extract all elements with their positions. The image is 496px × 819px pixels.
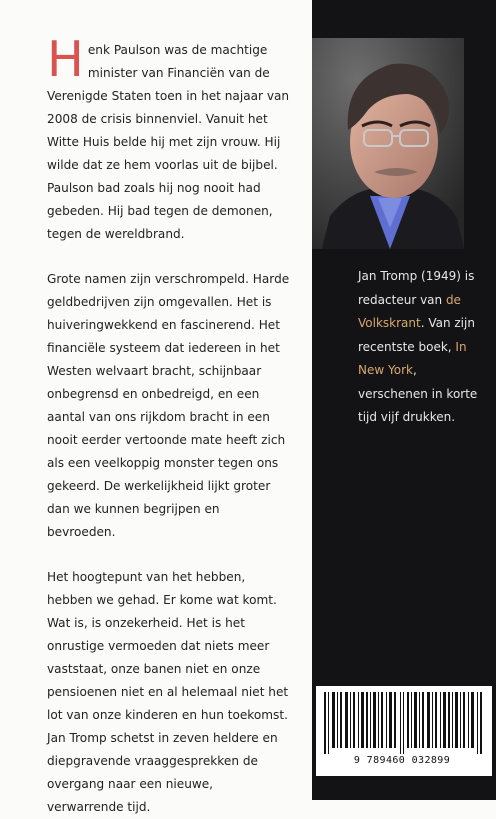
bio-text-1: Jan Tromp (1949) is redacteur van (358, 269, 475, 307)
author-photo (312, 38, 464, 249)
drop-cap: H (47, 31, 84, 88)
barcode (316, 686, 492, 776)
bio-text-2: . Van zijn recentste boek, (358, 316, 475, 354)
blurb-paragraph-2: Grote namen zijn verschrompeld. Harde geldbedrijven zijn omgevallen. Het is huiveringwekkend en fascinerend. Het financiële systeem dat iedereen in het Westen welvaart bracht, schijnbaar onbegrensd en onbedreigd, en een aantal van ons rijkdom bracht in een nooit eerder vertoonde mate heeft zich als een veelkoppig monster tegen ons gekeerd. De werkelijkheid lijkt groter dan we kunnen begrijpen en bevroeden. (47, 272, 290, 539)
blurb-paragraph-3: Het hoogtepunt van het hebben, hebben we gehad. Er kome wat komt. Wat is, is onzekerheid. Het is het onrustige vermoeden dat niets meer vaststaat, onze banen niet en onze pensioenen niet en al helemaal niet het lot van onze kinderen en hun toekomst. Jan Tromp schetst in zeven heldere en diepgravende vraaggesprekken de overgang naar een nieuwe, verwarrende tijd. (47, 570, 289, 814)
bio-book-title: In New York (358, 339, 467, 377)
blurb-paragraph-1 (47, 31, 291, 246)
barcode-bars (322, 692, 486, 754)
barcode-number: 9 789460 032899 (353, 755, 451, 766)
blurb-paragraph-1-text: enk Paulson was de machtige minister van Financiën van de Verenigde Staten toen in het najaar van 2008 de crisis binnenviel. Vanuit het Witte Huis belde hij met zijn vrouw. Hij wilde dat ze hem voorlas uit de bijbel. Paulson bad zoals hij nog nooit had gebeden. Hij bad tegen de demonen, tegen de wereldbrand. (47, 43, 290, 241)
bio-text-3: , verschenen in korte tijd vijf drukken. (358, 363, 478, 424)
author-bio (358, 265, 490, 430)
blurb (47, 31, 291, 819)
bio-newspaper: de Volkskrant (358, 292, 461, 330)
